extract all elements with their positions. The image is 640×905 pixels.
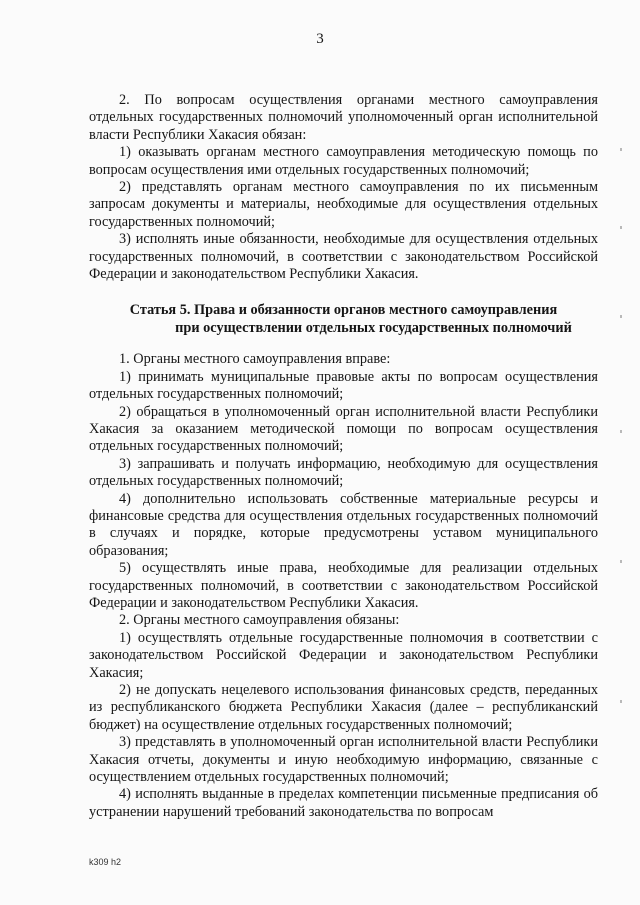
part-1-item: 4) дополнительно использовать собственные материальные ресурсы и финансовые средства для осуществления отдельных государственных полномочий в случаях и порядке, которые предусмотрены уставом муниципального образования;: [89, 490, 598, 559]
part-2-item: 3) представлять в уполномоченный орган исполнительной власти Республики Хакасия отчеты, документы и иную необходимую информацию, связанные с осуществлением отдельных государственных полномочий;: [89, 734, 598, 786]
part-2-item: 2) не допускать нецелевого использования финансовых средств, переданных из республиканского бюджета Республики Хакасия (далее – республиканский бюджет) на осуществление отдельных государственных полномочий;: [89, 682, 598, 733]
article-5-title-line1: Статья 5. Права и обязанности органов местного самоуправления: [129, 302, 558, 319]
page-number: 3: [316, 31, 324, 47]
article-5-heading: [89, 302, 598, 337]
paragraph-2-item: 3) исполнять иные обязанности, необходимые для осуществления отдельных государственных полномочий, в соответствии с законодательством Российской Федерации и законодательством Республики Хакасия.: [89, 231, 598, 283]
part-2-item: 1) осуществлять отдельные государственные полномочия в соответствии с законодательством Российской Федерации и законодательством Республики Хакасия;: [89, 629, 598, 681]
part-2-item: 4) исполнять выданные в пределах компетенции письменные предписания об устранении нарушений требований законодательства по вопросам: [89, 786, 598, 820]
scan-artifact: [620, 148, 622, 151]
paragraph-2-intro: 2. По вопросам осуществления органами местного самоуправления отдельных государственных полномочий уполномоченный орган исполнительной власти Республики Хакасия обязан:: [89, 92, 598, 143]
document-code: k309 h2: [89, 857, 122, 867]
paragraph-2-item: 1) оказывать органам местного самоуправления методическую помощь по вопросам осуществления ими отдельных государственных полномочий;: [89, 144, 598, 178]
part-1-item: 5) осуществлять иные права, необходимые для реализации отдельных государственных полномочий, в соответствии с законодательством Российской Федерации и законодательством Республики Хакасия.: [89, 560, 598, 611]
scan-artifact: [620, 700, 622, 703]
scan-artifact: [620, 560, 622, 563]
part-1-intro: 1. Органы местного самоуправления вправе:: [119, 351, 391, 368]
part-2-intro: 2. Органы местного самоуправления обязаны:: [119, 612, 400, 629]
paragraph-2-item: 2) представлять органам местного самоуправления по их письменным запросам документы и материалы, необходимые для осуществления отдельных государственных полномочий;: [89, 179, 598, 230]
part-1-item: 3) запрашивать и получать информацию, необходимую для осуществления отдельных государственных полномочий;: [89, 455, 598, 490]
part-1-item: 1) принимать муниципальные правовые акты по вопросам осуществления отдельных государственных полномочий;: [89, 368, 598, 403]
document-body: [89, 92, 598, 821]
scan-artifact: [620, 430, 622, 433]
scan-artifact: [620, 315, 622, 318]
article-5-title-line2: при осуществлении отдельных государственных полномочий: [175, 319, 572, 336]
part-1-item: 2) обращаться в уполномоченный орган исполнительной власти Республики Хакасия за оказанием методической помощи по вопросам осуществления отдельных государственных полномочий;: [89, 403, 598, 455]
scan-artifact: [620, 226, 622, 229]
